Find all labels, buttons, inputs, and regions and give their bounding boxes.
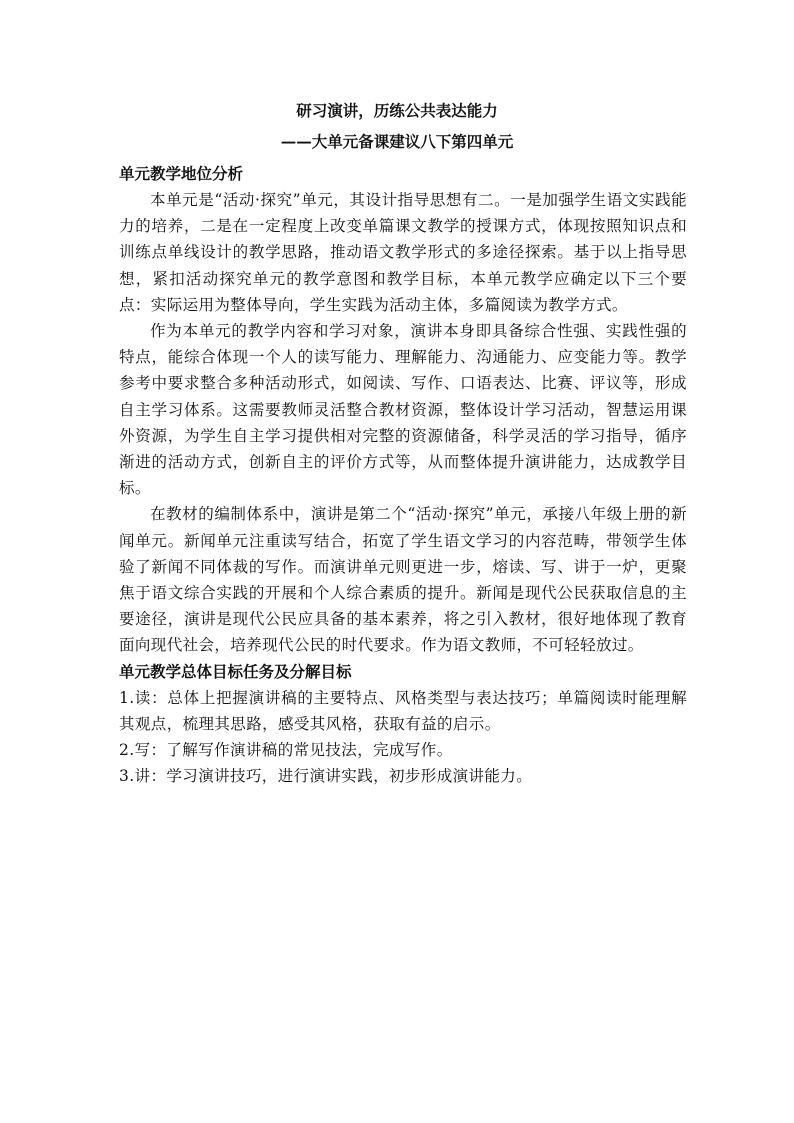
document-body xyxy=(119,161,687,789)
goal-item-reading: 1.读：总体上把握演讲稿的主要特点、风格类型与表达技巧；单篇阅读时能理解其观点，梳理其思路，感受其风格，获取有益的启示。 xyxy=(119,688,687,733)
goal-item-writing: 2.写：了解写作演讲稿的常见技法，完成写作。 xyxy=(119,741,453,760)
document-subtitle: ——大单元备课建议八下第四单元 xyxy=(280,132,514,151)
paragraph-teaching-content: 作为本单元的教学内容和学习对象，演讲本身即具备综合性强、实践性强的特点，能综合体现一个人的读写能力、理解能力、沟通能力、应变能力等。教学参考中要求整合多种活动形式，如阅读、写作、口语表达、比赛、评议等，形成自主学习体系。这需要教师灵活整合教材资源，整体设计学习活动，智慧运用课外资源，为学生自主学习提供相对完整的资源储备，科学灵活的学习指导，循序渐进的活动方式，创新自主的评价方式等，从而整体提升演讲能力，达成教学目标。 xyxy=(119,322,687,498)
document-title: 研习演讲，历练公共表达能力 xyxy=(296,101,498,120)
section-heading-unit-goals: 单元教学总体目标任务及分解目标 xyxy=(119,661,352,681)
section-heading-unit-position: 单元教学地位分析 xyxy=(119,164,244,183)
paragraph-textbook-system: 在教材的编制体系中，演讲是第二个“活动·探究”单元，承接八年级上册的新闻单元。新闻单元注重读写结合，拓宽了学生语文学习的内容范畴，带领学生体验了新闻不同体裁的写作。而演讲单元则更进一步，熔读、写、讲于一炉，更聚焦于语文综合实践的开展和个人综合素质的提升。新闻是现代公民获取信息的主要途径，演讲是现代公民应具备的基本素养，将之引入教材，很好地体现了教育面向现代社会，培养现代公民的时代要求。作为语文教师，不可轻轻放过。 xyxy=(119,505,687,655)
paragraph-design-philosophy: 本单元是“活动·探究”单元，其设计指导思想有二。一是加强学生语文实践能力的培养，二是在一定程度上改变单篇课文教学的授课方式，体现按照知识点和训练点单线设计的教学思路，推动语文教学形式的多途径探索。基于以上指导思想，紧扣活动探究单元的教学意图和教学目标，本单元教学应确定以下三个要点：实际运用为整体导向，学生实践为活动主体，多篇阅读为教学方式。 xyxy=(119,191,687,314)
goal-item-speaking: 3.讲：学习演讲技巧，进行演讲实践，初步形成演讲能力。 xyxy=(119,767,533,786)
